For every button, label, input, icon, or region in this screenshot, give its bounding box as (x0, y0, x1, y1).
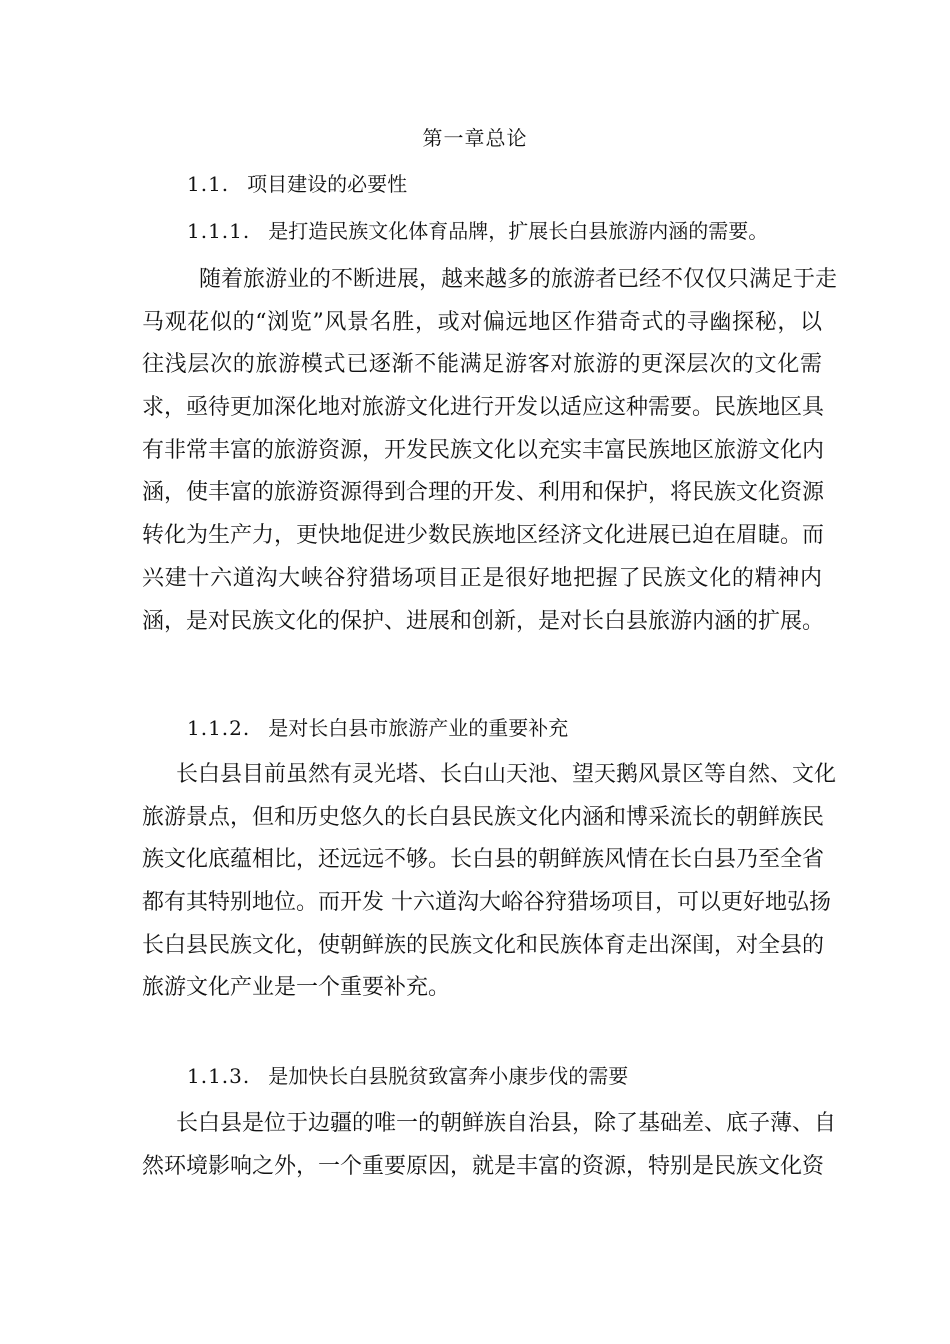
section-title: 是加快长白县脱贫致富奔小康步伐的需要 (268, 1064, 629, 1088)
section-title: 项目建设的必要性 (247, 172, 408, 196)
text-line: 涵，是对民族文化的保护、进展和创新，是对长白县旅游内涵的扩展。 (142, 608, 825, 634)
text-line: 转化为生产力，更快地促进少数民族地区经济文化进展已迫在眉睫。而 (142, 523, 825, 549)
text-line: 族文化底蕴相比，还远远不够。长白县的朝鲜族风情在长白县乃至全省 (142, 847, 825, 873)
section-heading-1-1-3 (187, 1062, 628, 1090)
chapter-title: 第一章总论 (422, 126, 528, 150)
text-line: 长白县目前虽然有灵光塔、长白山天池、望天鹅风景区等自然、文化 (176, 762, 837, 787)
text-line: 然环境影响之外，一个重要原因，就是丰富的资源，特别是民族文化资 (142, 1153, 825, 1179)
section-number: 1.1. (187, 172, 230, 196)
section-title: 是对长白县市旅游产业的重要补充 (268, 716, 569, 740)
section-number: 1.1.1. (187, 219, 251, 243)
text-line: 都有其特别地位。而开发 十六道沟大峪谷狩猎场项目，可以更好地弘扬 (142, 890, 831, 916)
text-line: 求，亟待更加深化地对旅游文化进行开发以适应这种需要。民族地区具 (142, 395, 825, 421)
text-line: 涵，使丰富的旅游资源得到合理的开发、利用和保护，将民族文化资源 (142, 480, 825, 506)
section-heading-1-1-2 (187, 714, 568, 742)
paragraph-3 (142, 1103, 837, 1188)
text-line: 马观花似的“浏览”风景名胜，或对偏远地区作猎奇式的寻幽探秘，以 (142, 309, 822, 335)
section-title: 是打造民族文化体育品牌，扩展长白县旅游内涵的需要。 (268, 219, 769, 243)
section-heading-1-1 (187, 170, 407, 198)
section-heading-1-1-1 (187, 217, 768, 245)
text-line: 随着旅游业的不断进展，越来越多的旅游者已经不仅仅只满足于走 (199, 267, 838, 292)
text-line: 兴建十六道沟大峡谷狩猎场项目正是很好地把握了民族文化的精神内 (142, 565, 822, 591)
section-number: 1.1.2. (187, 716, 251, 740)
section-number: 1.1.3. (187, 1064, 251, 1088)
text-line: 长白县民族文化，使朝鲜族的民族文化和民族体育走出深闺，对全县的 (142, 932, 825, 958)
paragraph-1 (142, 259, 838, 643)
text-line: 有非常丰富的旅游资源，开发民族文化以充实丰富民族地区旅游文化内 (142, 437, 825, 463)
text-line: 长白县是位于边疆的唯一的朝鲜族自治县，除了基础差、底子薄、自 (176, 1111, 837, 1136)
text-line: 旅游景点，但和历史悠久的长白县民族文化内涵和博采流长的朝鲜族民 (142, 804, 825, 830)
text-line: 往浅层次的旅游模式已逐渐不能满足游客对旅游的更深层次的文化需 (142, 352, 822, 378)
paragraph-2 (142, 754, 837, 1010)
text-line: 旅游文化产业是一个重要补充。 (142, 975, 451, 1001)
